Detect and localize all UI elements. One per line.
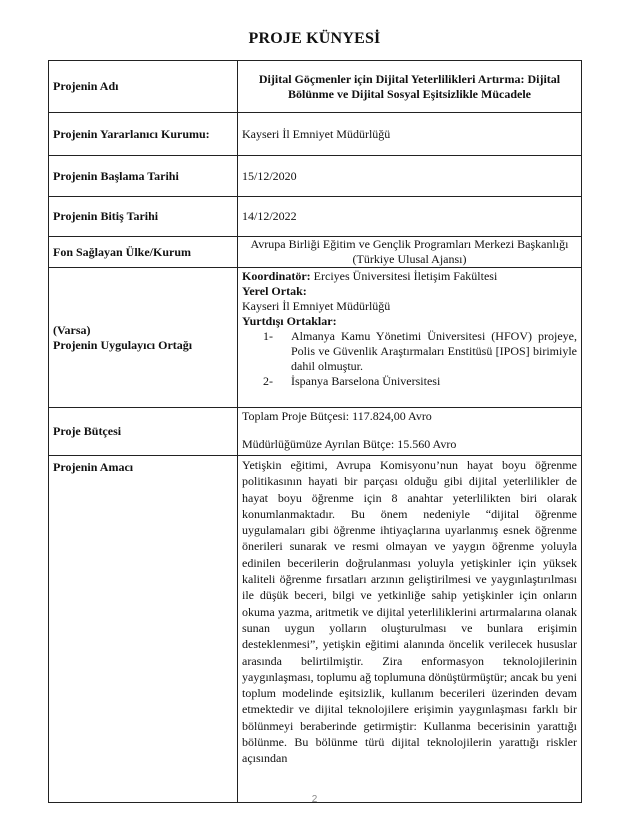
budget-spacer bbox=[242, 424, 577, 437]
foreign-partners-label: Yurtdışı Ortaklar: bbox=[242, 314, 337, 328]
end-date-label: Projenin Bitiş Tarihi bbox=[49, 197, 238, 237]
page-title: PROJE KÜNYESİ bbox=[248, 30, 381, 47]
row-funder bbox=[49, 237, 582, 268]
list-item bbox=[242, 374, 577, 389]
end-date-value: 14/12/2022 bbox=[238, 197, 582, 237]
list-item bbox=[242, 329, 577, 374]
start-date-value: 15/12/2020 bbox=[238, 156, 582, 197]
list-item-number: 1- bbox=[263, 329, 273, 343]
list-item-text: İspanya Barselona Üniversitesi bbox=[291, 374, 441, 388]
foreign-partners-list bbox=[242, 329, 577, 389]
coordinator-value: Erciyes Üniversitesi İletişim Fakültesi bbox=[310, 269, 498, 283]
start-date-label: Projenin Başlama Tarihi bbox=[49, 156, 238, 197]
partners-label bbox=[49, 268, 238, 408]
partners-label-main: Projenin Uygulayıcı Ortağı bbox=[53, 337, 193, 352]
purpose-label: Projenin Amacı bbox=[49, 456, 238, 803]
local-partner-value: Kayseri İl Emniyet Müdürlüğü bbox=[242, 299, 391, 313]
coordinator-label: Koordinatör: bbox=[242, 269, 311, 283]
purpose-text: Yetişkin eğitimi, Avrupa Komisyonu’nun hayat boyu öğrenme politikasının hayati bir parçası olduğu gibi dijital yeterlilikler de hayat boyu öğrenme için 8 anahtar yeterlilikten biri olarak konumlanmaktadır. Bu önem nedeniyle “dijital öğrenme uygulamaları gibi öğrenme ihtiyaçlarına uyarlanmış esnek öğrenme önerileri sunarak ve resmi olmayan ve yaygın öğrenme yoluyla edinilen becerilerin doğrulanması yoluyla yetişkinler için yüksek kaliteli öğrenme fırsatları arzının geliştirilmesi ve yaygınlaştırılması ile düşük beceri, bilgi ve yetkinliğe sahip yetişkinler için onların okuma yazma, aritmetik ve dijital yeterliliklerini artırmalarına olanak sunan uygun yolların oluşturulması ve bunlara erişimin desteklenmesi”, yetişkin eğitimi alanında öncelik verilecek hususlar arasında belirtilmiştir. Zira enformasyon teknolojilerinin yaygınlaşması, toplumu ağ toplumuna dönüştürmüştür; ancak bu yeni toplum modelinde eşitsizlik, kullanım becerileri üzerinden devam etmektedir ve dijital teknolojilere erişimin yaygınlaşması farklı bir bölünmeyi beraberinde getirmiştir: Kullanma becerisinin yarattığı bölünme. Bu bölünme türü dijital teknolojilerin yarattığı riskler açısından bbox=[238, 456, 582, 803]
list-item-text: Almanya Kamu Yönetimi Üniversitesi (HFOV) projeye, Polis ve Güvenlik Araştırmaları Enstitüsü [IPOS] birimiyle dahil olmuştur. bbox=[291, 329, 577, 373]
row-partners bbox=[49, 268, 582, 408]
row-end-date bbox=[49, 197, 582, 237]
row-purpose bbox=[49, 456, 582, 803]
page-number: 2 bbox=[311, 794, 318, 805]
coordinator-line bbox=[242, 269, 577, 284]
row-budget bbox=[49, 408, 582, 456]
row-project-name bbox=[49, 61, 582, 113]
beneficiary-label: Projenin Yararlanıcı Kurumu: bbox=[49, 113, 238, 156]
row-beneficiary bbox=[49, 113, 582, 156]
funder-label: Fon Sağlayan Ülke/Kurum bbox=[49, 237, 238, 268]
project-name-label: Projenin Adı bbox=[49, 61, 238, 113]
allocated-budget: Müdürlüğümüze Ayrılan Bütçe: 15.560 Avro bbox=[242, 437, 457, 451]
list-item-number: 2- bbox=[263, 374, 273, 388]
local-partner-label: Yerel Ortak: bbox=[242, 284, 307, 298]
partners-value bbox=[238, 268, 582, 408]
project-info-table bbox=[48, 60, 582, 803]
beneficiary-value: Kayseri İl Emniyet Müdürlüğü bbox=[238, 113, 582, 156]
budget-value bbox=[238, 408, 582, 456]
funder-value: Avrupa Birliği Eğitim ve Gençlik Programları Merkezi Başkanlığı (Türkiye Ulusal Ajansı) bbox=[238, 237, 582, 268]
budget-label: Proje Bütçesi bbox=[49, 408, 238, 456]
partners-label-optional: (Varsa) bbox=[53, 322, 91, 337]
row-start-date bbox=[49, 156, 582, 197]
total-budget: Toplam Proje Bütçesi: 117.824,00 Avro bbox=[242, 409, 432, 423]
project-name-value: Dijital Göçmenler için Dijital Yeterlilikleri Artırma: Dijital Bölünme ve Dijital Sosyal Eşitsizlikle Mücadele bbox=[238, 61, 582, 113]
